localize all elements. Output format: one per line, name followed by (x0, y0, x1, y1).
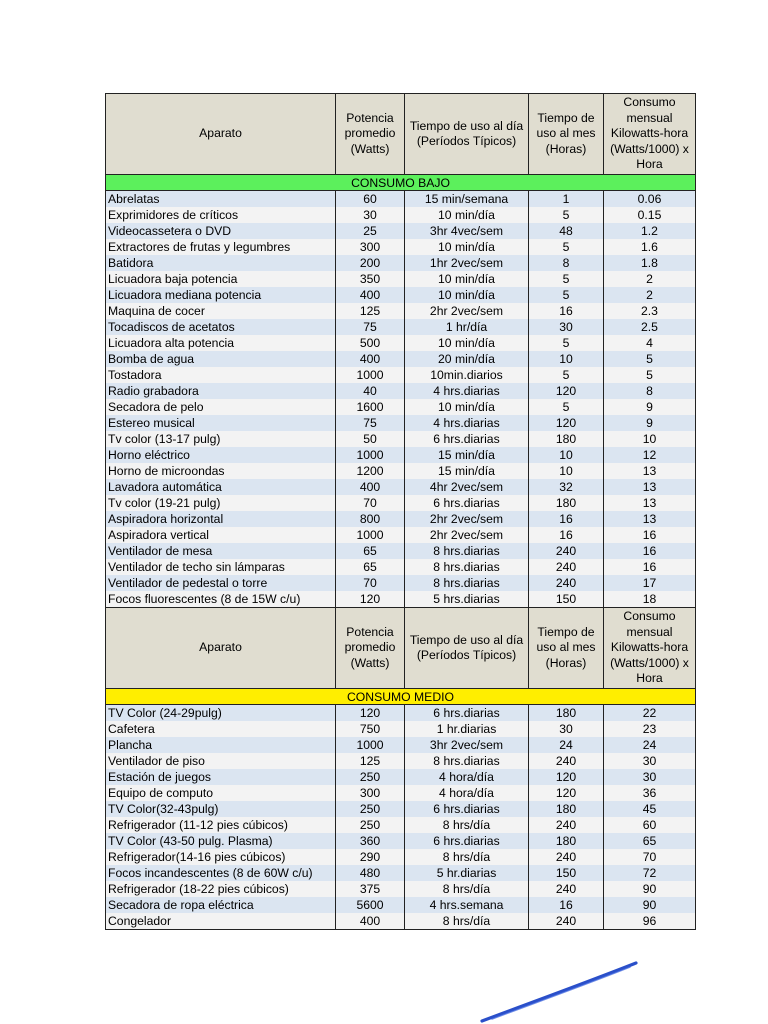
cell-aparato: Licuadora alta potencia (106, 335, 336, 351)
cell-tiempo-mes: 5 (529, 287, 604, 303)
cell-aparato: Radio grabadora (106, 383, 336, 399)
cell-tiempo-dia: 3hr 2vec/sem (405, 737, 529, 753)
cell-potencia: 1000 (336, 447, 405, 463)
cell-aparato: Batidora (106, 255, 336, 271)
cell-tiempo-mes: 5 (529, 367, 604, 383)
cell-potencia: 290 (336, 849, 405, 865)
cell-consumo: 1.6 (604, 239, 696, 255)
cell-tiempo-dia: 10 min/día (405, 335, 529, 351)
table-row (106, 769, 696, 785)
cell-tiempo-dia: 8 hrs.diarias (405, 753, 529, 769)
cell-potencia: 65 (336, 559, 405, 575)
cell-consumo: 2.3 (604, 303, 696, 319)
cell-tiempo-dia: 10min.diarios (405, 367, 529, 383)
cell-tiempo-mes: 30 (529, 721, 604, 737)
cell-aparato: Ventilador de techo sin lámparas (106, 559, 336, 575)
cell-potencia: 375 (336, 881, 405, 897)
cell-aparato: Tv color (19-21 pulg) (106, 495, 336, 511)
cell-aparato: TV Color (43-50 pulg. Plasma) (106, 833, 336, 849)
table-row (106, 785, 696, 801)
cell-consumo: 12 (604, 447, 696, 463)
cell-tiempo-dia: 2hr 2vec/sem (405, 511, 529, 527)
section-band-row (106, 689, 696, 705)
cell-consumo: 1.2 (604, 223, 696, 239)
cell-consumo: 18 (604, 591, 696, 608)
cell-potencia: 250 (336, 801, 405, 817)
header-consumo: Consumo mensual Kilowatts-hora (Watts/1000) x Hora (604, 608, 696, 689)
cell-consumo: 70 (604, 849, 696, 865)
table-row (106, 303, 696, 319)
cell-aparato: Horno de microondas (106, 463, 336, 479)
cell-aparato: Estación de juegos (106, 769, 336, 785)
cell-tiempo-dia: 8 hrs/día (405, 881, 529, 897)
table-row (106, 463, 696, 479)
cell-tiempo-mes: 240 (529, 559, 604, 575)
appliance-consumption-table (105, 93, 696, 930)
cell-tiempo-dia: 20 min/día (405, 351, 529, 367)
cell-consumo: 22 (604, 705, 696, 722)
cell-tiempo-mes: 240 (529, 543, 604, 559)
cell-consumo: 9 (604, 415, 696, 431)
cell-potencia: 480 (336, 865, 405, 881)
cell-tiempo-mes: 30 (529, 319, 604, 335)
cell-aparato: Tostadora (106, 367, 336, 383)
cell-tiempo-mes: 5 (529, 271, 604, 287)
cell-tiempo-mes: 10 (529, 447, 604, 463)
cell-potencia: 800 (336, 511, 405, 527)
cell-potencia: 1000 (336, 737, 405, 753)
cell-tiempo-dia: 1 hr/día (405, 319, 529, 335)
cell-potencia: 750 (336, 721, 405, 737)
cell-aparato: Abrelatas (106, 191, 336, 208)
cell-tiempo-mes: 120 (529, 769, 604, 785)
header-tiempo-dia: Tiempo de uso al día (Períodos Típicos) (405, 94, 529, 175)
cell-potencia: 5600 (336, 897, 405, 913)
section-label: CONSUMO MEDIO (106, 689, 696, 705)
cell-aparato: Horno eléctrico (106, 447, 336, 463)
cell-aparato: Exprimidores de críticos (106, 207, 336, 223)
cell-consumo: 8 (604, 383, 696, 399)
cell-consumo: 1.8 (604, 255, 696, 271)
cell-tiempo-mes: 5 (529, 399, 604, 415)
table-row (106, 255, 696, 271)
cell-tiempo-mes: 48 (529, 223, 604, 239)
cell-tiempo-dia: 5 hr.diarias (405, 865, 529, 881)
table-row (106, 913, 696, 930)
header-row (106, 608, 696, 689)
cell-tiempo-mes: 240 (529, 849, 604, 865)
table-row (106, 319, 696, 335)
cell-consumo: 30 (604, 753, 696, 769)
cell-potencia: 400 (336, 287, 405, 303)
cell-potencia: 1200 (336, 463, 405, 479)
table-row (106, 575, 696, 591)
cell-consumo: 17 (604, 575, 696, 591)
cell-potencia: 40 (336, 383, 405, 399)
cell-tiempo-mes: 240 (529, 913, 604, 930)
cell-tiempo-mes: 16 (529, 527, 604, 543)
cell-consumo: 9 (604, 399, 696, 415)
cell-potencia: 75 (336, 319, 405, 335)
cell-aparato: Congelador (106, 913, 336, 930)
cell-tiempo-dia: 4 hora/día (405, 769, 529, 785)
header-potencia: Potencia promedio (Watts) (336, 94, 405, 175)
cell-tiempo-mes: 16 (529, 511, 604, 527)
cell-consumo: 90 (604, 881, 696, 897)
cell-tiempo-dia: 6 hrs.diarias (405, 801, 529, 817)
table-row (106, 543, 696, 559)
pen-stroke-mark (470, 955, 650, 1024)
table-row (106, 223, 696, 239)
cell-consumo: 72 (604, 865, 696, 881)
cell-tiempo-mes: 240 (529, 817, 604, 833)
cell-tiempo-mes: 180 (529, 431, 604, 447)
cell-consumo: 2 (604, 287, 696, 303)
cell-aparato: TV Color(32-43pulg) (106, 801, 336, 817)
cell-tiempo-mes: 180 (529, 833, 604, 849)
cell-consumo: 65 (604, 833, 696, 849)
cell-aparato: Cafetera (106, 721, 336, 737)
cell-aparato: Extractores de frutas y legumbres (106, 239, 336, 255)
cell-tiempo-dia: 8 hrs.diarias (405, 543, 529, 559)
table-row (106, 479, 696, 495)
cell-potencia: 70 (336, 495, 405, 511)
cell-tiempo-mes: 180 (529, 705, 604, 722)
cell-tiempo-dia: 15 min/día (405, 463, 529, 479)
cell-potencia: 1000 (336, 527, 405, 543)
table-row (106, 351, 696, 367)
cell-tiempo-mes: 240 (529, 575, 604, 591)
table-row (106, 239, 696, 255)
cell-tiempo-dia: 1hr 2vec/sem (405, 255, 529, 271)
cell-potencia: 70 (336, 575, 405, 591)
table-row (106, 721, 696, 737)
cell-aparato: Focos incandescentes (8 de 60W c/u) (106, 865, 336, 881)
cell-tiempo-dia: 6 hrs.diarias (405, 495, 529, 511)
cell-tiempo-mes: 5 (529, 335, 604, 351)
cell-aparato: Tv color (13-17 pulg) (106, 431, 336, 447)
cell-tiempo-mes: 16 (529, 897, 604, 913)
cell-consumo: 60 (604, 817, 696, 833)
cell-tiempo-mes: 180 (529, 801, 604, 817)
table-row (106, 753, 696, 769)
cell-potencia: 65 (336, 543, 405, 559)
table-row (106, 801, 696, 817)
cell-potencia: 1600 (336, 399, 405, 415)
table-row (106, 849, 696, 865)
cell-tiempo-mes: 32 (529, 479, 604, 495)
cell-consumo: 13 (604, 495, 696, 511)
cell-consumo: 2.5 (604, 319, 696, 335)
cell-tiempo-mes: 5 (529, 207, 604, 223)
table-row (106, 705, 696, 722)
table-row (106, 833, 696, 849)
cell-consumo: 16 (604, 527, 696, 543)
cell-tiempo-mes: 1 (529, 191, 604, 208)
cell-consumo: 13 (604, 511, 696, 527)
cell-tiempo-mes: 8 (529, 255, 604, 271)
cell-potencia: 300 (336, 785, 405, 801)
cell-potencia: 60 (336, 191, 405, 208)
cell-potencia: 250 (336, 769, 405, 785)
cell-consumo: 0.06 (604, 191, 696, 208)
cell-tiempo-dia: 15 min/día (405, 447, 529, 463)
cell-tiempo-mes: 5 (529, 239, 604, 255)
cell-aparato: Videocassetera o DVD (106, 223, 336, 239)
cell-tiempo-mes: 120 (529, 415, 604, 431)
cell-tiempo-mes: 240 (529, 753, 604, 769)
cell-tiempo-dia: 8 hrs/día (405, 913, 529, 930)
cell-tiempo-dia: 2hr 2vec/sem (405, 527, 529, 543)
cell-tiempo-mes: 120 (529, 785, 604, 801)
cell-potencia: 120 (336, 591, 405, 608)
table-row (106, 447, 696, 463)
cell-aparato: Equipo de computo (106, 785, 336, 801)
cell-tiempo-dia: 8 hrs/día (405, 849, 529, 865)
cell-tiempo-dia: 10 min/día (405, 207, 529, 223)
cell-tiempo-dia: 10 min/día (405, 287, 529, 303)
table-row (106, 207, 696, 223)
cell-potencia: 75 (336, 415, 405, 431)
cell-tiempo-dia: 8 hrs.diarias (405, 559, 529, 575)
cell-tiempo-mes: 240 (529, 881, 604, 897)
cell-consumo: 5 (604, 351, 696, 367)
cell-potencia: 400 (336, 479, 405, 495)
table-row (106, 287, 696, 303)
header-aparato: Aparato (106, 94, 336, 175)
table-row (106, 559, 696, 575)
header-aparato: Aparato (106, 608, 336, 689)
cell-consumo: 2 (604, 271, 696, 287)
cell-potencia: 125 (336, 303, 405, 319)
cell-aparato: Aspiradora horizontal (106, 511, 336, 527)
cell-potencia: 30 (336, 207, 405, 223)
cell-tiempo-dia: 4 hrs.semana (405, 897, 529, 913)
cell-tiempo-mes: 10 (529, 463, 604, 479)
cell-tiempo-dia: 3hr 4vec/sem (405, 223, 529, 239)
cell-aparato: Focos fluorescentes (8 de 15W c/u) (106, 591, 336, 608)
table-row (106, 737, 696, 753)
table-row (106, 399, 696, 415)
cell-potencia: 360 (336, 833, 405, 849)
table-row (106, 335, 696, 351)
cell-aparato: Bomba de agua (106, 351, 336, 367)
cell-aparato: TV Color (24-29pulg) (106, 705, 336, 722)
cell-tiempo-mes: 120 (529, 383, 604, 399)
cell-aparato: Ventilador de piso (106, 753, 336, 769)
cell-potencia: 400 (336, 351, 405, 367)
cell-consumo: 90 (604, 897, 696, 913)
cell-aparato: Secadora de pelo (106, 399, 336, 415)
cell-tiempo-dia: 5 hrs.diarias (405, 591, 529, 608)
cell-aparato: Aspiradora vertical (106, 527, 336, 543)
cell-tiempo-dia: 8 hrs/día (405, 817, 529, 833)
cell-potencia: 120 (336, 705, 405, 722)
table-row (106, 865, 696, 881)
cell-aparato: Secadora de ropa eléctrica (106, 897, 336, 913)
cell-tiempo-mes: 16 (529, 303, 604, 319)
cell-potencia: 200 (336, 255, 405, 271)
cell-consumo: 36 (604, 785, 696, 801)
cell-consumo: 0.15 (604, 207, 696, 223)
header-row (106, 94, 696, 175)
cell-tiempo-dia: 10 min/día (405, 239, 529, 255)
header-tiempo-mes: Tiempo de uso al mes (Horas) (529, 94, 604, 175)
table-row (106, 897, 696, 913)
cell-aparato: Refrigerador (18-22 pies cúbicos) (106, 881, 336, 897)
cell-consumo: 4 (604, 335, 696, 351)
header-tiempo-dia: Tiempo de uso al día (Períodos Típicos) (405, 608, 529, 689)
cell-tiempo-dia: 2hr 2vec/sem (405, 303, 529, 319)
cell-potencia: 250 (336, 817, 405, 833)
table-row (106, 191, 696, 208)
cell-tiempo-mes: 10 (529, 351, 604, 367)
cell-tiempo-dia: 8 hrs.diarias (405, 575, 529, 591)
cell-tiempo-dia: 4 hrs.diarias (405, 383, 529, 399)
cell-aparato: Ventilador de mesa (106, 543, 336, 559)
table-row (106, 495, 696, 511)
section-label: CONSUMO BAJO (106, 175, 696, 191)
table-row (106, 527, 696, 543)
table-row (106, 367, 696, 383)
cell-tiempo-dia: 4 hrs.diarias (405, 415, 529, 431)
table-row (106, 817, 696, 833)
table-row (106, 881, 696, 897)
cell-potencia: 125 (336, 753, 405, 769)
cell-consumo: 10 (604, 431, 696, 447)
cell-aparato: Estereo musical (106, 415, 336, 431)
cell-tiempo-mes: 150 (529, 591, 604, 608)
cell-consumo: 16 (604, 559, 696, 575)
cell-potencia: 50 (336, 431, 405, 447)
cell-potencia: 500 (336, 335, 405, 351)
table-row (106, 431, 696, 447)
cell-tiempo-mes: 150 (529, 865, 604, 881)
section-band-row (106, 175, 696, 191)
cell-consumo: 16 (604, 543, 696, 559)
header-potencia: Potencia promedio (Watts) (336, 608, 405, 689)
cell-aparato: Maquina de cocer (106, 303, 336, 319)
table-row (106, 591, 696, 608)
cell-tiempo-dia: 6 hrs.diarias (405, 833, 529, 849)
cell-aparato: Licuadora mediana potencia (106, 287, 336, 303)
cell-aparato: Refrigerador(14-16 pies cúbicos) (106, 849, 336, 865)
cell-aparato: Plancha (106, 737, 336, 753)
cell-potencia: 1000 (336, 367, 405, 383)
table-row (106, 511, 696, 527)
cell-aparato: Tocadiscos de acetatos (106, 319, 336, 335)
cell-aparato: Refrigerador (11-12 pies cúbicos) (106, 817, 336, 833)
cell-consumo: 5 (604, 367, 696, 383)
cell-consumo: 13 (604, 463, 696, 479)
cell-tiempo-dia: 4hr 2vec/sem (405, 479, 529, 495)
cell-potencia: 350 (336, 271, 405, 287)
header-consumo: Consumo mensual Kilowatts-hora (Watts/1000) x Hora (604, 94, 696, 175)
cell-consumo: 45 (604, 801, 696, 817)
cell-tiempo-dia: 6 hrs.diarias (405, 705, 529, 722)
cell-consumo: 24 (604, 737, 696, 753)
header-tiempo-mes: Tiempo de uso al mes (Horas) (529, 608, 604, 689)
cell-tiempo-dia: 6 hrs.diarias (405, 431, 529, 447)
cell-tiempo-dia: 4 hora/día (405, 785, 529, 801)
cell-consumo: 30 (604, 769, 696, 785)
cell-aparato: Ventilador de pedestal o torre (106, 575, 336, 591)
cell-tiempo-dia: 10 min/día (405, 271, 529, 287)
table-row (106, 271, 696, 287)
cell-aparato: Lavadora automática (106, 479, 336, 495)
cell-consumo: 13 (604, 479, 696, 495)
cell-tiempo-dia: 10 min/día (405, 399, 529, 415)
table-row (106, 415, 696, 431)
cell-potencia: 300 (336, 239, 405, 255)
cell-tiempo-dia: 15 min/semana (405, 191, 529, 208)
cell-potencia: 400 (336, 913, 405, 930)
cell-aparato: Licuadora baja potencia (106, 271, 336, 287)
cell-tiempo-dia: 1 hr.diarias (405, 721, 529, 737)
cell-consumo: 23 (604, 721, 696, 737)
cell-tiempo-mes: 180 (529, 495, 604, 511)
cell-tiempo-mes: 24 (529, 737, 604, 753)
cell-potencia: 25 (336, 223, 405, 239)
table-row (106, 383, 696, 399)
cell-consumo: 96 (604, 913, 696, 930)
